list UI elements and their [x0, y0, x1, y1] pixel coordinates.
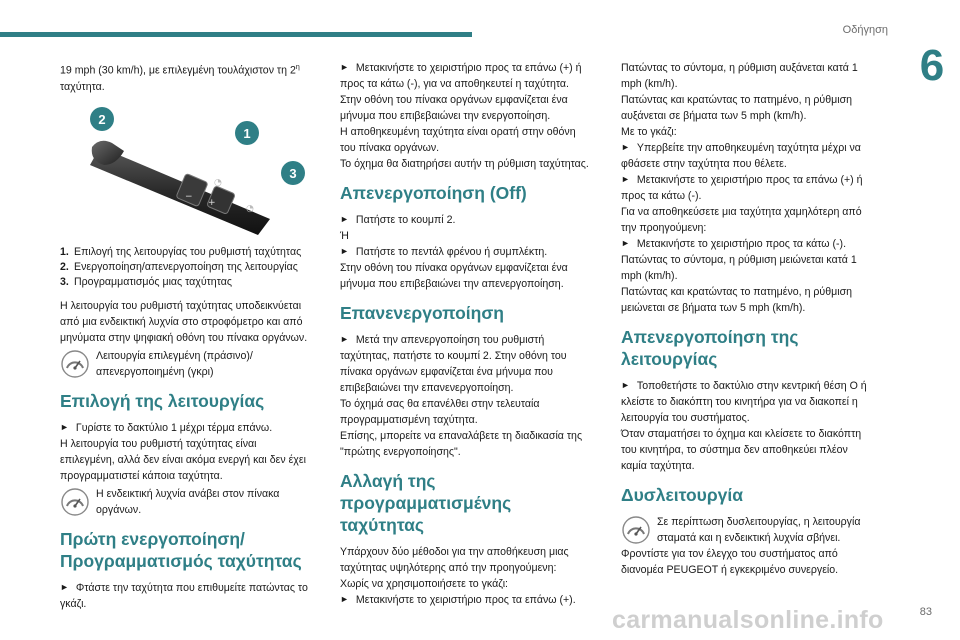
bullet-item: ► Γυρίστε το δακτύλιο 1 μέχρι τέρμα επάνω.	[60, 420, 310, 436]
paragraph: Για να αποθηκεύσετε μια ταχύτητα χαμηλότερη από την προηγούμενη:	[621, 206, 862, 234]
callout-2-label: 2	[98, 111, 106, 127]
bullet-item: ► Μετακινήστε το χειριστήριο προς τα κάτω (-).	[621, 236, 871, 252]
intro-text	[60, 60, 310, 95]
chapter-tab	[904, 38, 960, 94]
intro-line-2: ταχύτητα.	[60, 80, 105, 93]
bullet-item: ► Πατήστε το κουμπί 2.	[340, 212, 590, 228]
speedometer-warning-icon	[60, 487, 90, 517]
paragraph: Με το γκάζι:	[621, 126, 677, 138]
paragraph: Το όχημά σας θα επανέλθει στην τελευταία προγραμματισμένη ταχύτητα.	[340, 398, 540, 426]
page-number: 83	[919, 606, 932, 618]
watermark: carmanualsonline.info	[612, 606, 884, 634]
list-text: Ενεργοποίηση/απενεργοποίηση της λειτουργίας	[74, 260, 298, 273]
column-3	[621, 60, 871, 578]
list-item	[60, 245, 310, 260]
note-block	[60, 486, 310, 518]
speedometer-warning-icon	[621, 515, 651, 545]
list-text: Προγραμματισμός μιας ταχύτητας	[74, 275, 232, 288]
header-accent-bar	[0, 32, 472, 37]
note-block	[60, 348, 310, 380]
paragraph: Πατώντας και κρατώντας το πατημένο, η ρύθμιση μειώνεται σε βήματα των 5 mph (km/h).	[621, 286, 852, 314]
paragraph: Φροντίστε για τον έλεγχο του συστήματος από διανομέα PEUGEOT ή εγκεκριμένο συνεργείο.	[621, 548, 839, 576]
heading-disable-function: Απενεργοποίηση της λειτουργίας	[621, 327, 799, 369]
list-number: 1.	[60, 245, 69, 258]
paragraph: Το όχημα θα διατηρήσει αυτήν τη ρύθμιση ταχύτητας.	[340, 158, 589, 170]
minus-glyph: −	[185, 191, 193, 202]
running-title: Οδήγηση	[842, 24, 888, 36]
list-item	[60, 275, 310, 290]
note-text: Σε περίπτωση δυσλειτουργίας, η λειτουργία σταματά και η ενδεικτική λυχνία σβήνει.	[657, 516, 861, 544]
paragraph: Χωρίς να χρησιμοποιήσετε το γκάζι:	[340, 578, 508, 590]
list-number: 3.	[60, 275, 69, 288]
paragraph: Πατώντας το σύντομα, η ρύθμιση αυξάνεται κατά 1 mph (km/h).	[621, 62, 858, 90]
stalk-illustration	[60, 107, 310, 237]
bullet-item: ► Υπερβείτε την αποθηκευμένη ταχύτητα μέχρι να φθάσετε στην ταχύτητα που θέλετε.	[621, 140, 871, 172]
list-text: Επιλογή της λειτουργίας του ρυθμιστή ταχύτητας	[74, 245, 302, 258]
paragraph: Όταν σταματήσει το όχημα και κλείσετε το διακόπτη του κινητήρα, το σύστημα δεν αποθηκεύει πλέον καμία ταχύτητα.	[621, 428, 862, 472]
heading-reactivation: Επανενεργοποίηση	[340, 303, 504, 323]
intro-superscript: η	[295, 64, 300, 71]
callout-3-label: 3	[289, 165, 297, 181]
paragraph: Πατώντας και κρατώντας το πατημένο, η ρύθμιση αυξάνεται σε βήματα των 5 mph (km/h).	[621, 94, 852, 122]
plus-glyph: +	[208, 197, 216, 208]
paragraph: Πατώντας το σύντομα, η ρύθμιση μειώνεται κατά 1 mph (km/h).	[621, 254, 857, 282]
heading-off: Απενεργοποίηση (Off)	[340, 183, 527, 203]
column-2	[340, 60, 590, 608]
column-1	[60, 60, 310, 612]
heading-function-selection: Επιλογή της λειτουργίας	[60, 390, 265, 411]
bullet-item: ► Μετά την απενεργοποίηση του ρυθμιστή ταχύτητας, πατήστε το κουμπί 2. Στην οθόνη του πίνακα οργάνων εμφανίζεται ένα μήνυμα που επιβεβαιώνει την επανενεργοποίηση.	[340, 332, 590, 396]
paragraph: Η λειτουργία του ρυθμιστή ταχύτητας υποδεικνύεται από μια ενδεικτική λυχνία στο στροφόμετρο και από μηνύματα στην ψηφιακή οθόνη του πίνακα οργάνων.	[60, 299, 308, 344]
chapter-number: 6	[919, 41, 945, 90]
note-text: Η ενδεικτική λυχνία ανάβει στον πίνακα οργάνων.	[96, 487, 280, 516]
note-block	[621, 514, 871, 546]
heading-malfunction: Δυσλειτουργία	[621, 485, 744, 505]
cruise-control-stalk-figure	[60, 107, 310, 237]
paragraph: Στην οθόνη του πίνακα οργάνων εμφανίζεται ένα μήνυμα που επιβεβαιώνει την απενεργοποίηση.	[340, 262, 568, 290]
bullet-item: ► Πατήστε το πεντάλ φρένου ή συμπλέκτη.	[340, 244, 590, 260]
bullet-item: ► Μετακινήστε το χειριστήριο προς τα επάνω (+) ή προς τα κάτω (-), για να αποθηκευτεί η ταχύτητα. Στην οθόνη του πίνακα οργάνων εμφανίζεται ένα μήνυμα που επιβεβαιώνει την ενεργοποίηση.	[340, 60, 590, 124]
paragraph: Επίσης, μπορείτε να επαναλάβετε τη διαδικασία της "πρώτης ενεργοποίησης".	[340, 430, 583, 458]
paragraph: Η αποθηκευμένη ταχύτητα είναι ορατή στην οθόνη του πίνακα οργάνων.	[340, 126, 576, 154]
bullet-item: ► Φτάστε την ταχύτητα που επιθυμείτε πατώντας το γκάζι.	[60, 580, 310, 612]
list-number: 2.	[60, 260, 69, 273]
speedometer-warning-icon	[60, 349, 90, 379]
list-item	[60, 260, 310, 275]
note-text: Λειτουργία επιλεγμένη (πράσινο)/ απενεργοποιημένη (γκρι)	[96, 349, 253, 378]
heading-change-speed: Αλλαγή της προγραμματισμένης ταχύτητας	[340, 471, 512, 535]
speed-icon-glyph: ◔	[214, 177, 222, 188]
intro-line-1: 19 mph (30 km/h), με επιλεγμένη τουλάχιστον τη 2	[60, 64, 296, 77]
paragraph: Υπάρχουν δύο μέθοδοι για την αποθήκευση μιας ταχύτητας υψηλότερης από την προηγούμενη:	[340, 546, 569, 574]
heading-first-activation: Πρώτη ενεργοποίηση/ Προγραμματισμός ταχύτητας	[60, 528, 302, 571]
legend-list	[60, 245, 310, 290]
speed-icon-glyph-2: ◔	[246, 203, 254, 214]
paragraph: Ή	[340, 230, 349, 242]
paragraph: Η λειτουργία του ρυθμιστή ταχύτητας είναι επιλεγμένη, αλλά δεν είναι ακόμα ενεργή και δεν έχει προγραμματιστεί κάποια ταχύτητα.	[60, 437, 306, 482]
bullet-item: ► Μετακινήστε το χειριστήριο προς τα επάνω (+) ή προς τα κάτω (-).	[621, 172, 871, 204]
callout-1-label: 1	[243, 125, 251, 141]
bullet-item: ► Τοποθετήστε το δακτύλιο στην κεντρική θέση O ή κλείστε το διακόπτη του κινητήρα για να διακοπεί η λειτουργία του συστήματος.	[621, 378, 871, 426]
bullet-item: ► Μετακινήστε το χειριστήριο προς τα επάνω (+).	[340, 592, 590, 608]
